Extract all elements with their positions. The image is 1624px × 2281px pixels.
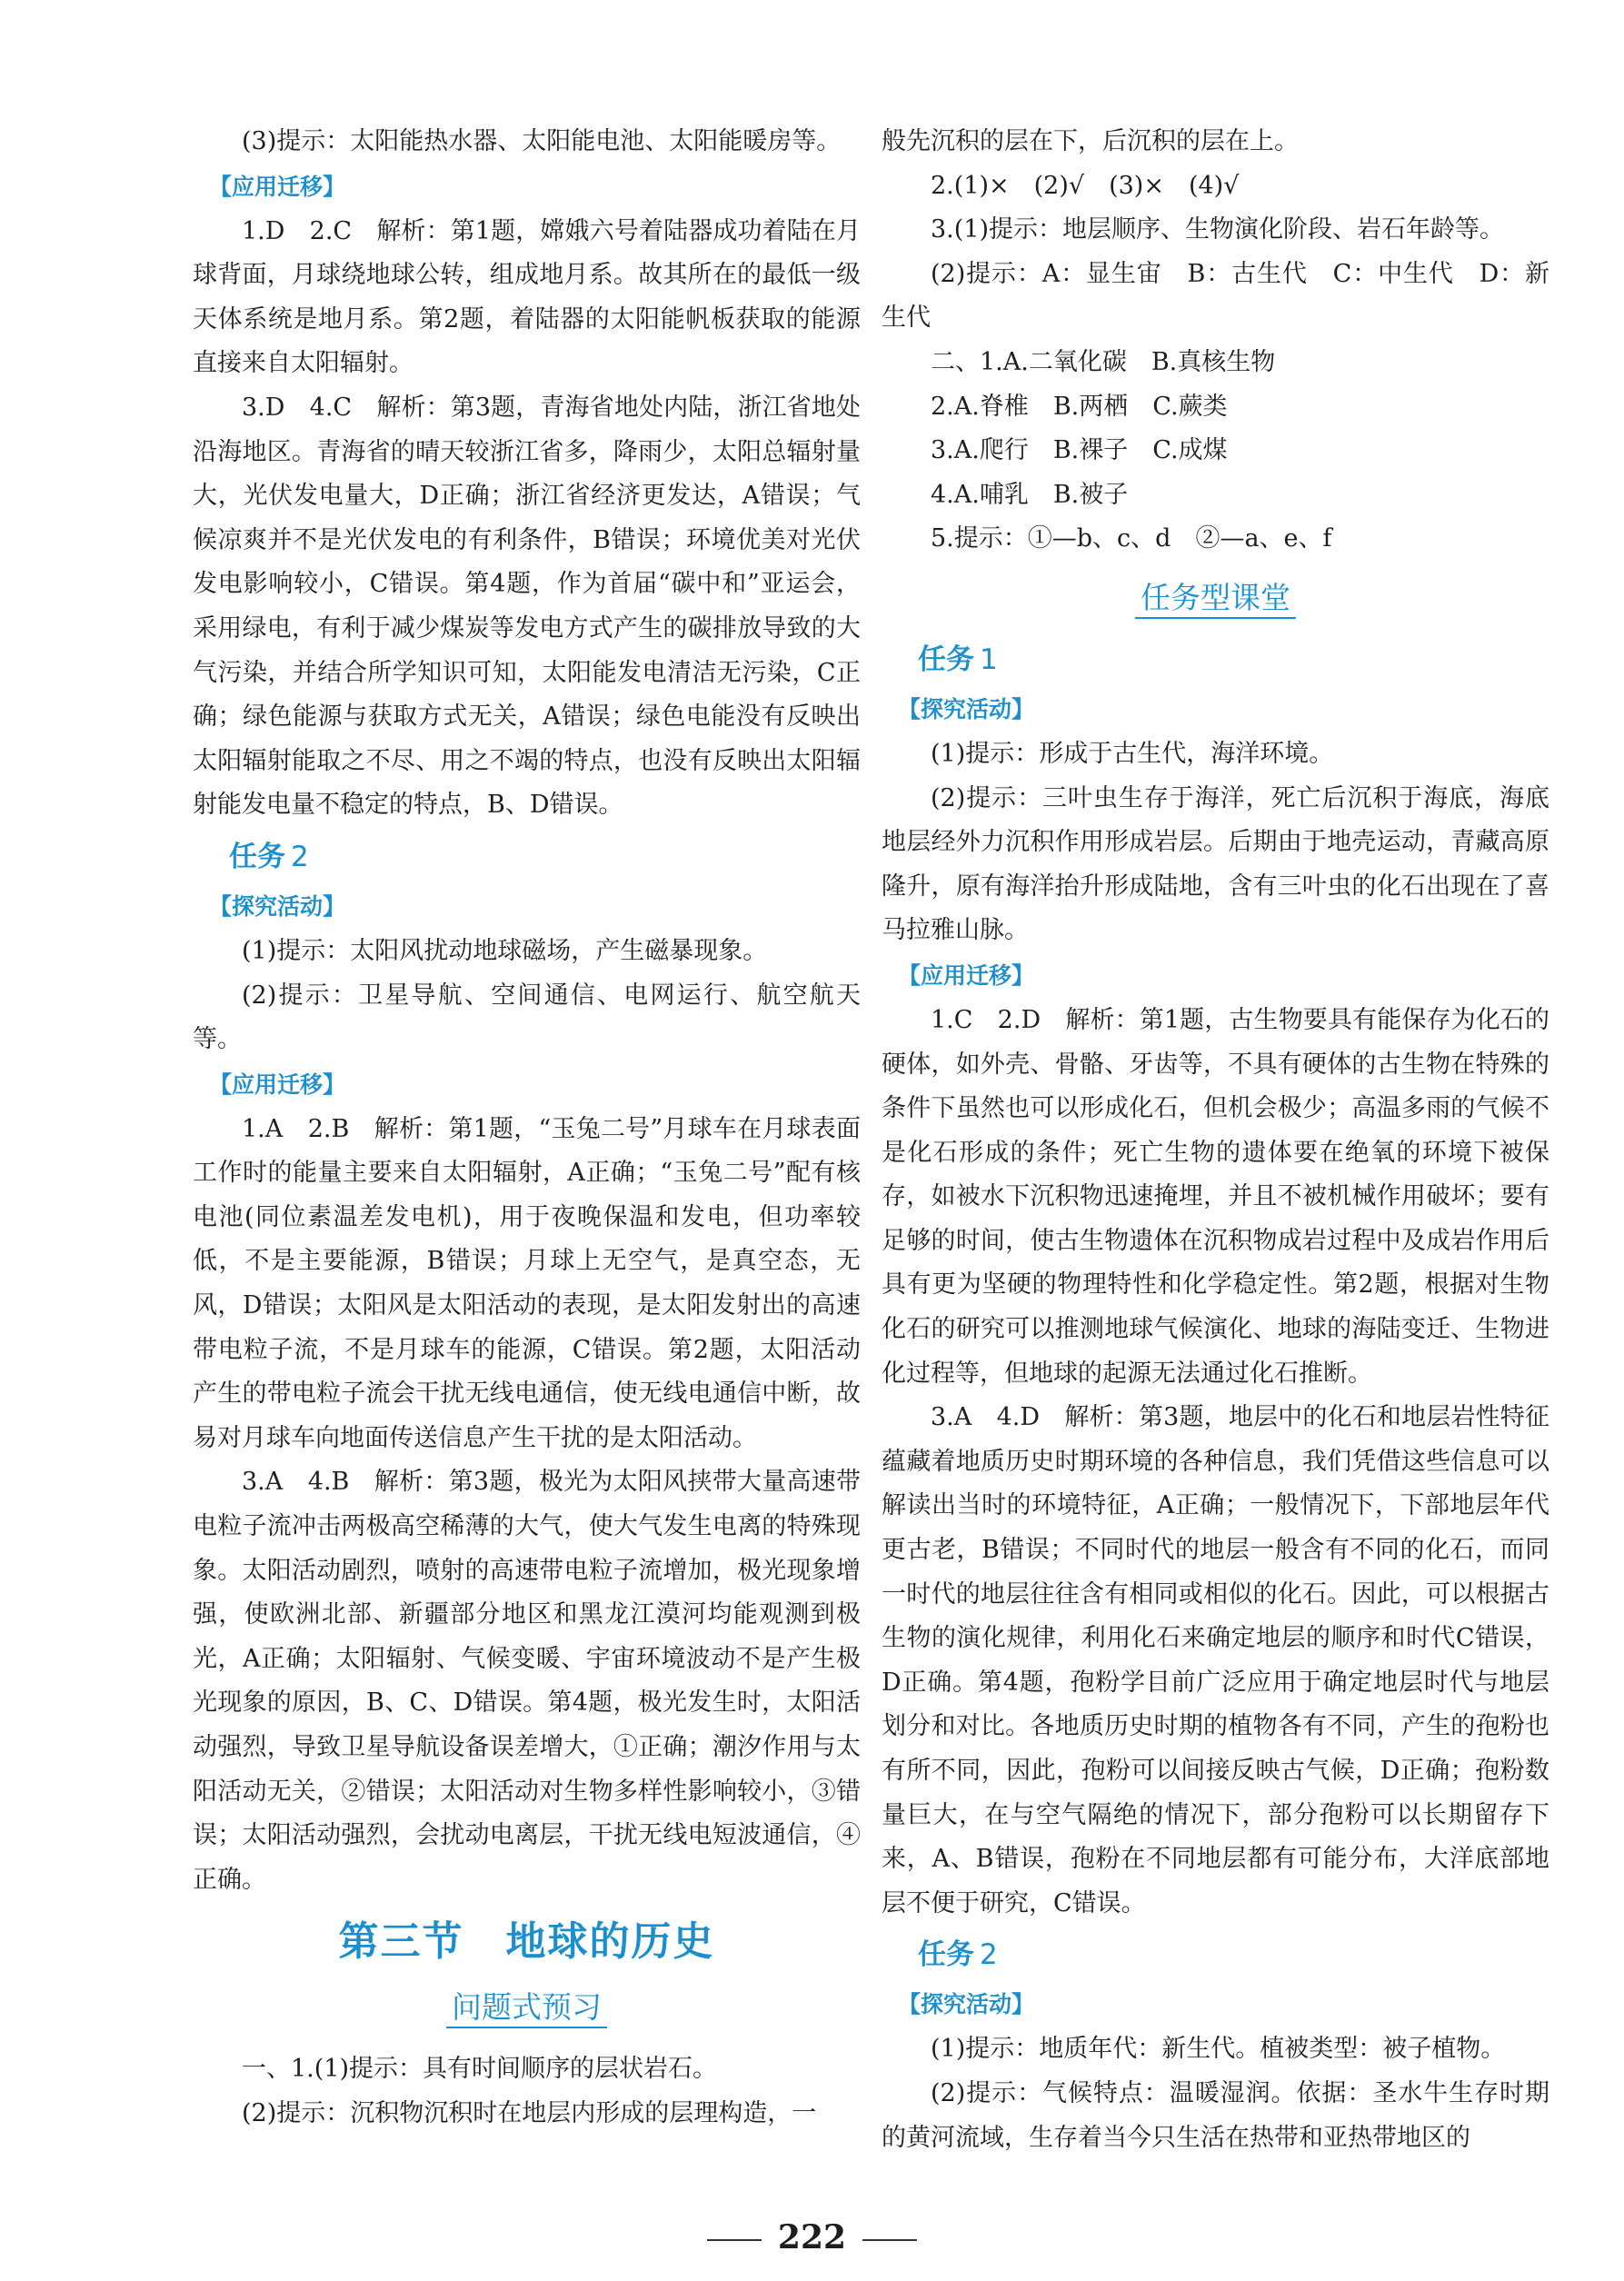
- task-number: 2: [291, 840, 309, 873]
- paragraph: 一、1.(1)提示：具有时间顺序的层状岩石。: [242, 2055, 718, 2084]
- preview-title-text: 问题式预习: [446, 1989, 607, 2028]
- right-column: [882, 120, 1549, 2160]
- task-heading-2: [229, 835, 861, 879]
- section-title: 第三节 地球的历史: [338, 1918, 715, 1966]
- paragraph: (2)提示：三叶虫生存于海洋，死亡后沉积于海底，海底地层经外力沉积作用形成岩层。后期由于地壳运动，青藏高原隆升，原有海洋抬升形成陆地，含有三叶虫的化石出现在了喜马拉雅山脉。: [882, 783, 1549, 945]
- section-tag-apply: 【应用迁移】: [209, 173, 346, 200]
- footer-dash-left: [707, 2239, 762, 2241]
- paragraph: 3.(1)提示：地层顺序、生物演化阶段、岩石年龄等。: [931, 215, 1505, 244]
- section-tag-apply: 【应用迁移】: [209, 1071, 346, 1098]
- page-footer: [0, 2217, 1624, 2257]
- paragraph: (3)提示：太阳能热水器、太阳能电池、太阳能暖房等。: [242, 127, 842, 155]
- paragraph: 1.A 2.B 解析：第1题，“玉兔二号”月球车在月球表面工作时的能量主要来自太阳辐射，A正确；“玉兔二号”配有核电池(同位素温差发电机)，用于夜晚保温和发电，但功率较低，不是主要能源，B错误；月球上无空气，是真空态，无风，D错误；太阳风是太阳活动的表现，是太阳发射出的高速带电粒子流，不是月球车的能源，C错误。第2题，太阳活动产生的带电粒子流会干扰无线电通信，使无线电通信中断，故易对月球车向地面传送信息产生干扰的是太阳活动。: [193, 1114, 861, 1452]
- paragraph: 3.A 4.B 解析：第3题，极光为太阳风挟带大量高速带电粒子流冲击两极高空稀薄的大气，使大气发生电离的特殊现象。太阳活动剧烈，喷射的高速带电粒子流增加，极光现象增强，使欧洲北部、新疆部分地区和黑龙江漠河均能观测到极光，A正确；太阳辐射、气候变暖、宇宙环境波动不是产生极光现象的原因，B、C、D错误。第4题，极光发生时，太阳活动强烈，导致卫星导航设备误差增大，①正确；潮汐作用与太阳活动无关，②错误；太阳活动对生物多样性影响较小，③错误；太阳活动强烈，会扰动电离层，干扰无线电短波通信，④正确。: [193, 1468, 861, 1894]
- paragraph: (2)提示：气候特点：温暖湿润。依据：圣水牛生存时期的黄河流域，生存着当今只生活在热带和亚热带地区的: [882, 2078, 1549, 2152]
- paragraph: 2.(1)× (2)√ (3)× (4)√: [931, 171, 1240, 200]
- paragraph: 二、1.A.二氧化碳 B.真核生物: [931, 347, 1276, 376]
- section-tag-explore: 【探究活动】: [898, 695, 1035, 722]
- paragraph: 1.D 2.C 解析：第1题，嫦娥六号着陆器成功着陆在月球背面，月球绕地球公转，组成地月系。故其所在的最低一级天体系统是地月系。第2题，着陆器的太阳能帆板获取的能源直接来自太阳辐射。: [193, 216, 861, 378]
- task-number: 1: [980, 642, 998, 676]
- paragraph: (1)提示：太阳风扰动地球磁场，产生磁暴现象。: [242, 936, 768, 965]
- paragraph: (2)提示：沉积物沉积时在地层内形成的层理构造，一: [242, 2098, 817, 2127]
- paragraph: 3.A.爬行 B.裸子 C.成煤: [931, 436, 1228, 465]
- preview-title: [193, 1987, 861, 2027]
- footer-dash-right: [862, 2239, 917, 2241]
- classroom-title: [882, 578, 1549, 618]
- paragraph: 3.D 4.C 解析：第3题，青海省地处内陆，浙江省地处沿海地区。青海省的晴天较浙江省多，降雨少，太阳总辐射量大，光伏发电量大，D正确；浙江省经济更发达，A错误；气候凉爽并不是光伏发电的有利条件，B错误；环境优美对光伏发电影响较小，C错误。第4题，作为首届“碳中和”亚运会，采用绿电，有利于减少煤炭等发电方式产生的碳排放导致的大气污染，并结合所学知识可知，太阳能发电清洁无污染，C正确；绿色能源与获取方式无关，A错误；绿色电能没有反映出太阳辐射能取之不尽、用之不竭的特点，也没有反映出太阳辐射能发电量不稳定的特点，B、D错误。: [193, 393, 861, 820]
- section-tag-apply: 【应用迁移】: [898, 961, 1035, 989]
- task-heading-1: [918, 638, 1549, 682]
- task-label: 任务: [918, 1938, 974, 1972]
- section-tag-explore: 【探究活动】: [898, 1991, 1035, 2018]
- task-number: 2: [980, 1938, 998, 1972]
- section-tag-explore: 【探究活动】: [209, 892, 346, 920]
- classroom-title-text: 任务型课堂: [1135, 580, 1296, 619]
- left-column: [193, 120, 861, 2137]
- paragraph: 4.A.哺乳 B.被子: [931, 480, 1129, 509]
- paragraph: (1)提示：形成于古生代，海洋环境。: [931, 739, 1334, 768]
- task-label: 任务: [229, 840, 285, 873]
- paragraph: (2)提示：A：显生宙 B：古生代 C：中生代 D：新生代: [882, 259, 1549, 333]
- paragraph: 5.提示：①—b、c、d ②—a、e、f: [931, 524, 1332, 553]
- paragraph: (1)提示：地质年代：新生代。植被类型：被子植物。: [931, 2035, 1506, 2064]
- page-number: 222: [777, 2218, 847, 2256]
- paragraph: (2)提示：卫星导航、空间通信、电网运行、航空航天等。: [193, 981, 861, 1054]
- paragraph: 般先沉积的层在下，后沉积的层在上。: [882, 127, 1299, 155]
- paragraph: 3.A 4.D 解析：第3题，地层中的化石和地层岩性特征蕴藏着地质历史时期环境的各种信息，我们凭借这些信息可以解读出当时的环境特征，A正确；一般情况下，下部地层年代更古老，B错误；不同时代的地层一般含有不同的化石，而同一时代的地层往往含有相同或相似的化石。因此，可以根据古生物的演化规律，利用化石来确定地层的顺序和时代C错误，D正确。第4题，孢粉学目前广泛应用于确定地层时代与地层划分和对比。各地质历史时期的植物各有不同，产生的孢粉也有所不同，因此，孢粉可以间接反映古气候，D正确；孢粉数量巨大，在与空气隔绝的情况下，部分孢粉可以长期留存下来，A、B错误，孢粉在不同地层都有可能分布，大洋底部地层不便于研究，C错误。: [882, 1403, 1549, 1917]
- task-label: 任务: [918, 642, 974, 676]
- paragraph: 1.C 2.D 解析：第1题，古生物要具有能保存为化石的硬体，如外壳、骨骼、牙齿等，不具有硬体的古生物在特殊的条件下虽然也可以形成化石，但机会极少；高温多雨的气候不是化石形成的条件；死亡生物的遗体要在绝氧的环境下被保存，如被水下沉积物迅速掩埋，并且不被机械作用破坏；要有足够的时间，使古生物遗体在沉积物成岩过程中及成岩作用后具有更为坚硬的物理特性和化学稳定性。第2题，根据对生物化石的研究可以推测地球气候演化、地球的海陆变迁、生物进化过程等，但地球的起源无法通过化石推断。: [882, 1005, 1549, 1388]
- task-heading-2: [918, 1933, 1549, 1977]
- paragraph: 2.A.脊椎 B.两栖 C.蕨类: [931, 392, 1228, 421]
